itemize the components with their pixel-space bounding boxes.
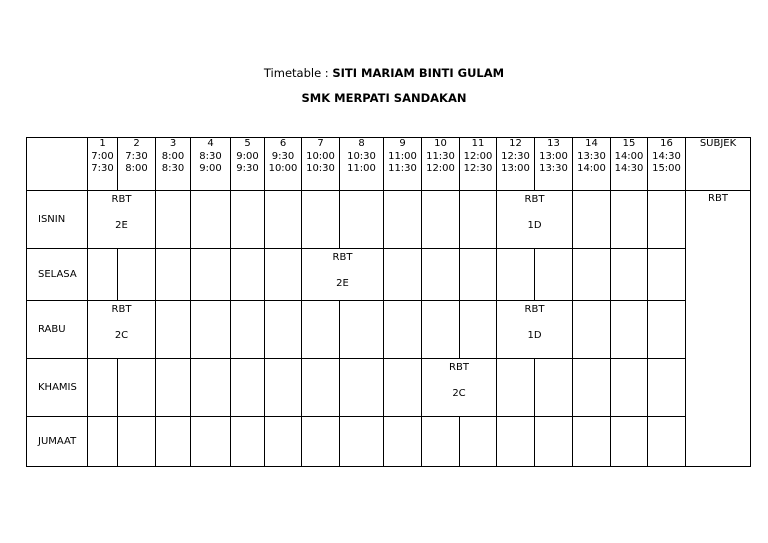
empty-slot[interactable] [88,417,118,467]
period-header: 15 14:00 14:30 [611,138,648,191]
empty-slot[interactable] [648,417,686,467]
empty-slot[interactable] [191,301,231,359]
empty-slot[interactable] [265,417,302,467]
empty-slot[interactable] [573,417,611,467]
period-header: 1 7:00 7:30 [88,138,118,191]
empty-slot[interactable] [118,417,156,467]
day-row-jumaat [27,417,751,467]
empty-slot[interactable] [340,301,384,359]
empty-slot[interactable] [460,417,497,467]
empty-slot[interactable] [88,249,118,301]
empty-slot[interactable] [573,249,611,301]
empty-slot[interactable] [156,417,191,467]
day-row-selasa [27,249,751,301]
empty-slot[interactable] [302,301,340,359]
empty-slot[interactable] [191,191,231,249]
corner-cell [27,138,88,191]
empty-slot[interactable] [156,359,191,417]
subject-list: RBT [686,191,751,467]
empty-slot[interactable] [231,359,265,417]
empty-slot[interactable] [573,191,611,249]
period-header: 11 12:00 12:30 [460,138,497,191]
period-header-row [27,138,751,191]
class-slot[interactable]: RBT 1D [497,301,573,359]
timetable-label: Timetable : [263,66,329,80]
empty-slot[interactable] [118,359,156,417]
empty-slot[interactable] [384,249,422,301]
teacher-name: SITI MARIAM BINTI GULAM [332,66,505,80]
period-header: 12 12:30 13:00 [497,138,535,191]
period-header: 5 9:00 9:30 [231,138,265,191]
timetable-title [0,66,768,80]
empty-slot[interactable] [573,301,611,359]
day-label: RABU [27,301,88,359]
empty-slot[interactable] [231,301,265,359]
empty-slot[interactable] [460,301,497,359]
empty-slot[interactable] [573,359,611,417]
empty-slot[interactable] [535,359,573,417]
empty-slot[interactable] [611,301,648,359]
empty-slot[interactable] [648,249,686,301]
timetable-grid [26,137,751,467]
period-header: 6 9:30 10:00 [265,138,302,191]
period-header: 4 8:30 9:00 [191,138,231,191]
period-header: 16 14:30 15:00 [648,138,686,191]
class-slot[interactable]: RBT 2C [88,301,156,359]
empty-slot[interactable] [265,301,302,359]
empty-slot[interactable] [648,191,686,249]
day-row-rabu [27,301,751,359]
empty-slot[interactable] [384,417,422,467]
empty-slot[interactable] [497,417,535,467]
empty-slot[interactable] [231,417,265,467]
empty-slot[interactable] [340,191,384,249]
empty-slot[interactable] [231,249,265,301]
empty-slot[interactable] [88,359,118,417]
class-slot[interactable]: RBT 1D [497,191,573,249]
empty-slot[interactable] [648,301,686,359]
empty-slot[interactable] [156,249,191,301]
empty-slot[interactable] [422,191,460,249]
empty-slot[interactable] [302,417,340,467]
class-slot[interactable]: RBT 2E [302,249,384,301]
period-header: 9 11:00 11:30 [384,138,422,191]
empty-slot[interactable] [156,191,191,249]
empty-slot[interactable] [340,417,384,467]
period-header: 7 10:00 10:30 [302,138,340,191]
period-header: 8 10:30 11:00 [340,138,384,191]
empty-slot[interactable] [460,249,497,301]
empty-slot[interactable] [460,191,497,249]
day-row-isnin [27,191,751,249]
empty-slot[interactable] [497,249,535,301]
period-header: 13 13:00 13:30 [535,138,573,191]
empty-slot[interactable] [422,301,460,359]
period-header: 14 13:30 14:00 [573,138,611,191]
empty-slot[interactable] [422,417,460,467]
day-label: KHAMIS [27,359,88,417]
class-slot[interactable]: RBT 2C [422,359,497,417]
empty-slot[interactable] [611,359,648,417]
school-name: SMK MERPATI SANDAKAN [301,91,467,105]
empty-slot[interactable] [497,359,535,417]
empty-slot[interactable] [611,191,648,249]
empty-slot[interactable] [302,359,340,417]
day-label: SELASA [27,249,88,301]
empty-slot[interactable] [340,359,384,417]
empty-slot[interactable] [191,249,231,301]
period-header: 3 8:00 8:30 [156,138,191,191]
empty-slot[interactable] [611,417,648,467]
class-slot[interactable]: RBT 2E [88,191,156,249]
empty-slot[interactable] [265,359,302,417]
empty-slot[interactable] [611,249,648,301]
empty-slot[interactable] [384,359,422,417]
empty-slot[interactable] [231,191,265,249]
empty-slot[interactable] [118,249,156,301]
empty-slot[interactable] [384,191,422,249]
empty-slot[interactable] [265,191,302,249]
day-label: ISNIN [27,191,88,249]
empty-slot[interactable] [648,359,686,417]
empty-slot[interactable] [265,249,302,301]
empty-slot[interactable] [302,191,340,249]
day-row-khamis [27,359,751,417]
empty-slot[interactable] [156,301,191,359]
period-header: 2 7:30 8:00 [118,138,156,191]
subject-header: SUBJEK [686,138,751,191]
empty-slot[interactable] [422,249,460,301]
empty-slot[interactable] [191,417,231,467]
empty-slot[interactable] [535,417,573,467]
day-label: JUMAAT [27,417,88,467]
empty-slot[interactable] [191,359,231,417]
empty-slot[interactable] [535,249,573,301]
period-header: 10 11:30 12:00 [422,138,460,191]
empty-slot[interactable] [384,301,422,359]
